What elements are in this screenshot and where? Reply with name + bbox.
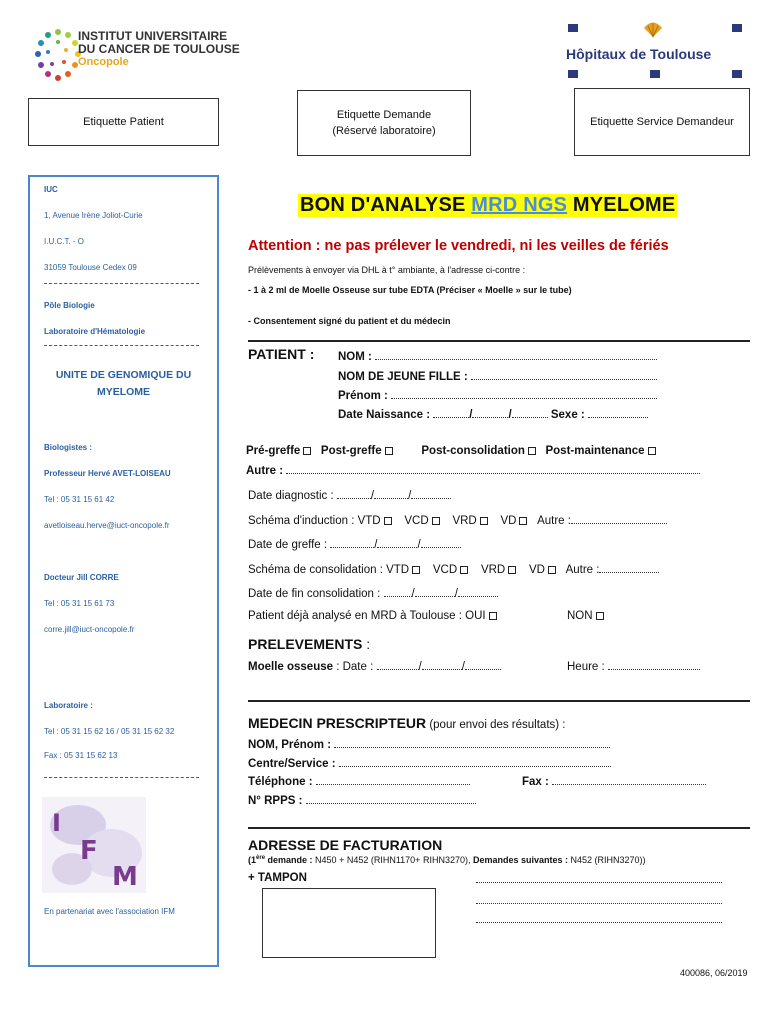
patient-jeune-fille: NOM DE JEUNE FILLE : <box>338 369 657 383</box>
facturation-line-2[interactable] <box>476 893 722 904</box>
medecin-tel: Téléphone : <box>248 774 470 788</box>
prenom-input[interactable] <box>391 388 657 399</box>
sidebar-contact: IUC 1, Avenue Irène Joliot-Curie I.U.C.T. - O 31059 Toulouse Cedex 09 Pôle Biologie Laboratoire d'Hématologie UNITE DE GENOMIQUE DU MYELOME Biologistes : Professeur Hervé AVET-LOISEAU Tel : 05 31 15 61 42 avetloiseau.herve@iuct-oncopole.fr Docteur Jill CORRE Tel : 05 31 15 61 73 corre.jill@iuct-oncopole.fr Laboratoire : Tel : 05 31 15 62 16 / 05 31 15 62 32 Fax : 05 31 15 62 13 I F M En partenariat avec l'association IFM <box>28 175 219 967</box>
status-autre-input[interactable] <box>286 463 700 474</box>
page-title: BON D'ANALYSE MRD NGS MYELOME <box>300 194 676 216</box>
sexe-input[interactable] <box>588 407 648 418</box>
nom-input[interactable] <box>375 349 657 360</box>
schema-consolidation: Schéma de consolidation : VTD VCD VRD VD Autre : <box>248 562 659 576</box>
checkbox-oui[interactable] <box>489 612 497 620</box>
patient-naissance: Date Naissance : / / Sexe : <box>338 407 648 421</box>
checkbox-post-greffe[interactable] <box>385 447 393 455</box>
svg-text:F: F <box>80 836 98 866</box>
facturation-line-1[interactable] <box>476 872 722 883</box>
svg-text:I: I <box>52 809 61 837</box>
jeune-fille-input[interactable] <box>471 369 657 380</box>
induction-autre-input[interactable] <box>571 513 667 524</box>
ifm-logo-icon <box>42 797 146 893</box>
checkbox-pre-greffe[interactable] <box>303 447 311 455</box>
facturation-heading: ADRESSE DE FACTURATION <box>248 837 443 853</box>
facturation-codes: (1ère demande : N450 + N452 (RIHN1170+ RIHN3270), Demandes suivantes : N452 (RIHN3270)) <box>248 855 646 865</box>
instruction-dhl: Prélèvements à envoyer via DHL à t° ambiante, à l'adresse ci-contre : <box>248 265 526 275</box>
schema-induction: Schéma d'induction : VTD VCD VRD VD Autre : <box>248 513 667 527</box>
medecin-nom-input[interactable] <box>334 737 610 748</box>
checkbox-induction-vtd[interactable] <box>384 517 392 525</box>
chu-name: Hôpitaux de Toulouse <box>566 46 712 62</box>
medecin-heading: MEDECIN PRESCRIPTEUR (pour envoi des résultats) : <box>248 715 566 731</box>
etiquette-service-box: Etiquette Service Demandeur <box>574 88 750 156</box>
checkbox-induction-vd[interactable] <box>519 517 527 525</box>
status-autre: Autre : <box>246 463 700 477</box>
patient-heading: PATIENT : <box>248 346 315 362</box>
checkbox-conso-vd[interactable] <box>548 566 556 574</box>
date-diagnostic: Date diagnostic : / / <box>248 488 451 502</box>
conso-autre-input[interactable] <box>599 562 659 573</box>
etiquette-patient-box: Etiquette Patient <box>28 98 219 146</box>
checkbox-post-maintenance[interactable] <box>648 447 656 455</box>
checkbox-conso-vcd[interactable] <box>460 566 468 574</box>
medecin-rpps-input[interactable] <box>306 793 476 804</box>
tampon-box[interactable] <box>262 888 436 958</box>
patient-prenom: Prénom : <box>338 388 657 402</box>
prelevement-moelle: Moelle osseuse : Date : / / <box>248 659 501 673</box>
facturation-line-3[interactable] <box>476 912 722 923</box>
medecin-tel-input[interactable] <box>316 774 470 785</box>
deja-analyse: Patient déjà analysé en MRD à Toulouse : OUI <box>248 610 497 622</box>
etiquette-demande-box: Etiquette Demande (Réservé laboratoire) <box>297 90 471 156</box>
medecin-centre-input[interactable] <box>339 756 611 767</box>
prelevements-heading: PRELEVEMENTS : <box>248 636 371 652</box>
medecin-fax: Fax : <box>522 774 706 788</box>
prelevement-heure: Heure : <box>567 659 700 673</box>
checkbox-non[interactable] <box>596 612 604 620</box>
form-reference: 400086, 06/2019 <box>680 968 748 978</box>
date-greffe: Date de greffe : / / <box>248 537 461 551</box>
checkbox-conso-vtd[interactable] <box>412 566 420 574</box>
instruction-consent: - Consentement signé du patient et du médecin <box>248 316 451 326</box>
checkbox-conso-vrd[interactable] <box>508 566 516 574</box>
medecin-nom: NOM, Prénom : <box>248 737 610 751</box>
svg-text:M: M <box>112 862 138 892</box>
patient-nom: NOM : <box>338 349 657 363</box>
checkbox-post-consolidation[interactable] <box>528 447 536 455</box>
checkbox-induction-vrd[interactable] <box>480 517 488 525</box>
checkbox-induction-vcd[interactable] <box>432 517 440 525</box>
instruction-moelle: - 1 à 2 ml de Moelle Osseuse sur tube EDTA (Préciser « Moelle » sur le tube) <box>248 285 572 295</box>
medecin-centre: Centre/Service : <box>248 756 611 770</box>
attention-warning: Attention : ne pas prélever le vendredi, ni les veilles de fériés <box>248 238 669 254</box>
heure-input[interactable] <box>608 659 700 670</box>
iuc-name: INSTITUT UNIVERSITAIRE DU CANCER DE TOULOUSE Oncopole <box>78 29 240 68</box>
facturation-tampon: + TAMPON <box>248 872 307 884</box>
date-fin-consolidation: Date de fin consolidation : / / <box>248 586 498 600</box>
medecin-fax-input[interactable] <box>552 774 706 785</box>
shell-icon <box>642 20 664 38</box>
deja-analyse-non: NON <box>567 610 604 622</box>
medecin-rpps: N° RPPS : <box>248 793 476 807</box>
status-row: Pré-greffe Post-greffe Post-consolidation Post-maintenance <box>246 445 656 457</box>
